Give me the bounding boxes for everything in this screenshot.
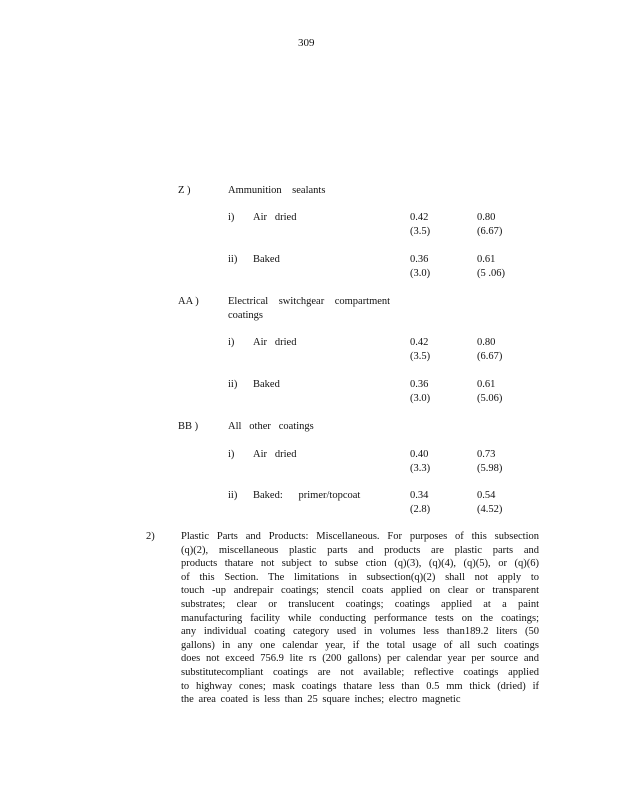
limit-value: 0.40 <box>410 449 429 460</box>
limit-value-metric: (3.0) <box>410 268 431 279</box>
paragraph-line: manufacturing facility while conducting performance tests on the coatings; <box>181 612 539 624</box>
paragraph-number: 2) <box>146 531 155 542</box>
paragraph-line: of this Section. The limitations in subsection(q)(2) shall not apply to <box>181 571 539 583</box>
section-label-z: Z ) <box>178 185 191 196</box>
paragraph-body <box>181 530 539 707</box>
limit-value: 0.54 <box>477 490 496 501</box>
section-title-aa: Electrical switchgear compartment <box>228 296 391 307</box>
section-title-bb: All other coatings <box>228 421 314 432</box>
page-number: 309 <box>298 37 315 49</box>
item-number: i) <box>228 449 235 460</box>
item-name: Baked: primer/topcoat <box>253 490 361 501</box>
paragraph-line: substitutecompliant coatings are not available; reflective coatings applied <box>181 666 539 678</box>
limit-value: 0.61 <box>477 254 496 265</box>
limit-value: 0.42 <box>410 337 429 348</box>
item-name: Air dried <box>253 212 297 223</box>
limit-value: 0.80 <box>477 212 496 223</box>
item-number: ii) <box>228 254 238 265</box>
limit-value-metric: (3.0) <box>410 393 431 404</box>
limit-value-metric: (5.98) <box>477 463 503 474</box>
item-name: Baked <box>253 254 280 265</box>
paragraph-line: substrates; clear or translucent coatings; coatings applied at a paint <box>181 598 539 610</box>
limit-value-metric: (3.5) <box>410 351 431 362</box>
limit-value: 0.80 <box>477 337 496 348</box>
limit-value-metric: (3.5) <box>410 226 431 237</box>
item-number: ii) <box>228 490 238 501</box>
item-name: Baked <box>253 379 280 390</box>
section-title-aa-cont: coatings <box>228 310 263 321</box>
limit-value-metric: (5.06) <box>477 393 503 404</box>
limit-value-metric: (6.67) <box>477 351 503 362</box>
item-name: Air dried <box>253 449 297 460</box>
paragraph-line: any individual coating category used in volumes less than189.2 liters (50 <box>181 626 539 638</box>
section-label-bb: BB ) <box>178 421 199 432</box>
limit-value: 0.34 <box>410 490 429 501</box>
item-number: ii) <box>228 379 238 390</box>
limit-value: 0.73 <box>477 449 496 460</box>
limit-value: 0.61 <box>477 379 496 390</box>
limit-value-metric: (4.52) <box>477 504 503 515</box>
item-number: i) <box>228 337 235 348</box>
limit-value: 0.42 <box>410 212 429 223</box>
limit-value: 0.36 <box>410 254 429 265</box>
item-name: Air dried <box>253 337 297 348</box>
paragraph-line: products thatare not subject to subse ction (q)(3), (q)(4), (q)(5), or (q)(6) <box>181 558 539 570</box>
paragraph-line: Plastic Parts and Products: Miscellaneous. For purposes of this subsection <box>181 531 539 542</box>
section-title-z: Ammunition sealants <box>228 185 326 196</box>
item-number: i) <box>228 212 235 223</box>
paragraph-line: gallons) in any one calendar year, if the total usage of all such coatings <box>181 639 539 651</box>
limit-value-metric: (5 .06) <box>477 268 505 279</box>
limit-value-metric: (6.67) <box>477 226 503 237</box>
paragraph-line: to highway cones; mask coatings thatare less than 0.5 mm thick (dried) if <box>181 680 539 692</box>
paragraph-line: touch -up andrepair coatings; stencil coats applied on clear or transparent <box>181 585 539 597</box>
limit-value-metric: (3.3) <box>410 463 431 474</box>
section-label-aa: AA ) <box>178 296 199 307</box>
limit-value-metric: (2.8) <box>410 504 431 515</box>
paragraph-line: (q)(2), miscellaneous plastic parts and products are plastic parts and <box>181 544 539 556</box>
limit-value: 0.36 <box>410 379 429 390</box>
paragraph-line: the area coated is less than 25 square inches; electro magnetic <box>181 694 461 706</box>
paragraph-line: does not exceed 756.9 lite rs (200 gallons) per calendar year per source and <box>181 653 539 665</box>
